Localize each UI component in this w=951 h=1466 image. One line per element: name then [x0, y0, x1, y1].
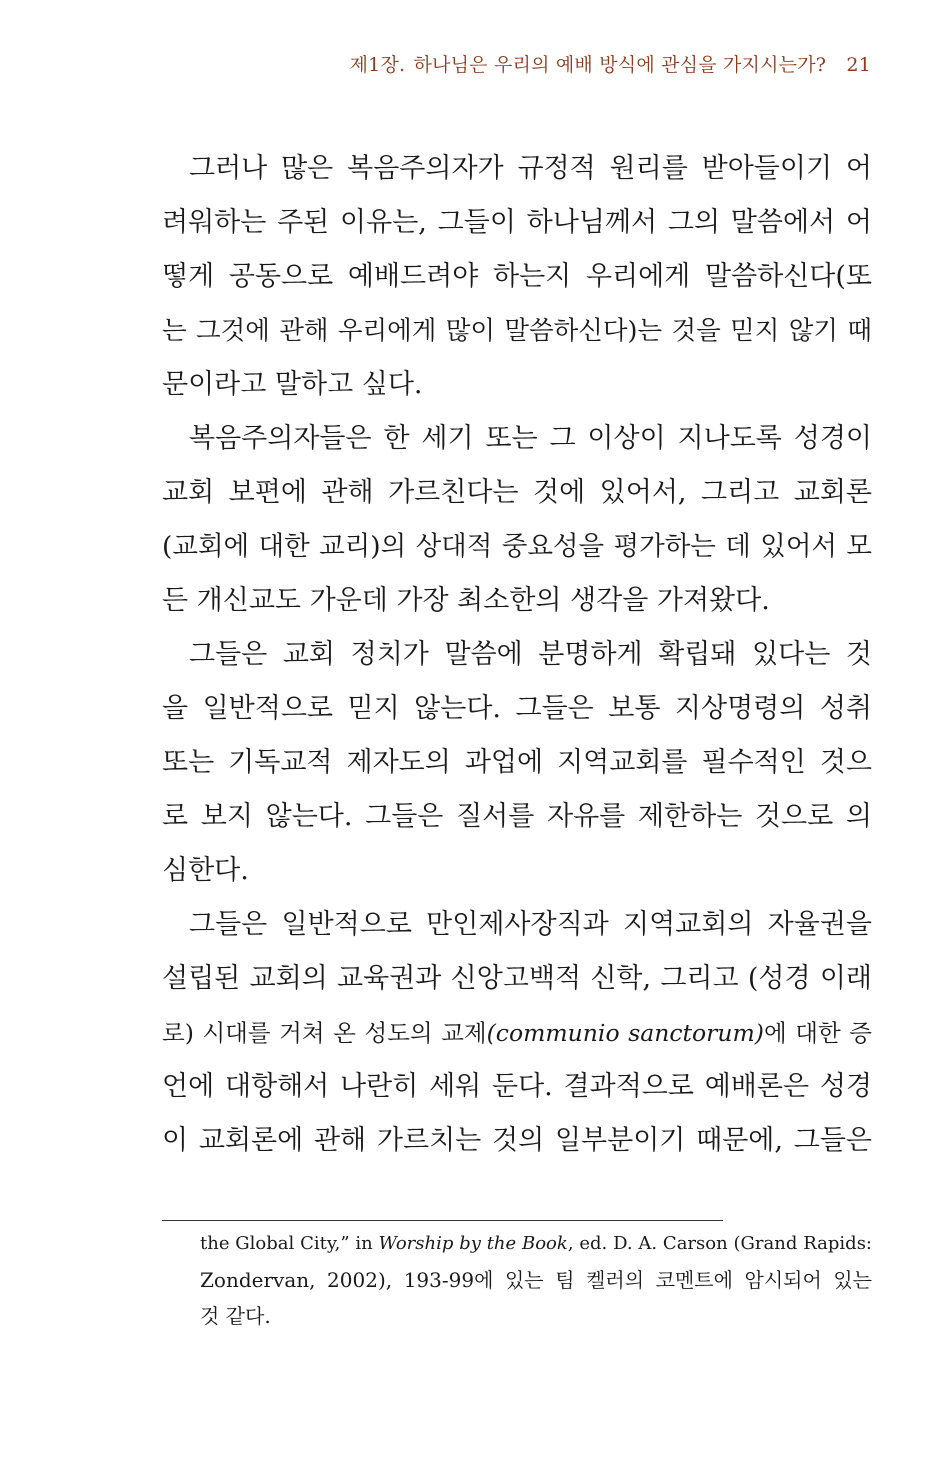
paragraph-2-line-4: 든 개신교도 가운데 가장 최소한의 생각을 가져왔다. [162, 585, 770, 616]
footnote-line-3: 것 같다. [200, 1304, 271, 1328]
footnote-book-title: Worship by the Book [378, 1233, 568, 1254]
footnote-divider [162, 1220, 723, 1221]
footnote-line-1-end: , ed. D. A. Carson (Grand Rapids: [567, 1233, 872, 1254]
chapter-label: 제1장. [349, 54, 406, 76]
paragraph-4-line-3-tail: 에 대한 증 [763, 1019, 872, 1047]
paragraph-3-line-4: 로 보지 않는다. 그들은 질서를 자유를 제한하는 것으로 의 [162, 801, 872, 832]
paragraph-1-line-3: 떻게 공동으로 예배드려야 하는지 우리에게 말씀하신다(또 [162, 261, 872, 292]
footnote-line-1-start: the Global City,” in [200, 1233, 379, 1254]
footnote-line-1 [200, 1226, 872, 1262]
footnote [200, 1226, 872, 1334]
latin-term: (communio sanctorum) [486, 1019, 764, 1047]
body-text [162, 142, 872, 1168]
paragraph-1-line-2: 려워하는 주된 이유는, 그들이 하나님께서 그의 말씀에서 어 [162, 207, 872, 238]
paragraph-3-line-1: 그들은 교회 정치가 말씀에 분명하게 확립돼 있다는 것 [189, 639, 872, 670]
page-number: 21 [846, 54, 871, 76]
paragraph-4-line-5: 이 교회론에 관해 가르치는 것의 일부분이기 때문에, 그들은 [162, 1125, 872, 1156]
paragraph-3-line-5: 심한다. [162, 855, 249, 886]
paragraph-1-line-1: 그러나 많은 복음주의자가 규정적 원리를 받아들이기 어 [189, 153, 872, 184]
paragraph-4-line-3 [162, 1006, 872, 1060]
paragraph-4-line-3-text: 로) 시대를 거쳐 온 성도의 교제 [162, 1019, 487, 1047]
paragraph-1-line-5: 문이라고 말하고 싶다. [162, 369, 423, 400]
paragraph-4-line-4: 언에 대항해서 나란히 세워 둔다. 결과적으로 예배론은 성경 [162, 1071, 872, 1102]
paragraph-2-line-1: 복음주의자들은 한 세기 또는 그 이상이 지나도록 성경이 [189, 423, 872, 454]
chapter-title: 하나님은 우리의 예배 방식에 관심을 가지시는가? [413, 54, 827, 76]
paragraph-2-line-2: 교회 보편에 관해 가르친다는 것에 있어서, 그리고 교회론 [162, 477, 872, 508]
footnote-line-2: Zondervan, 2002), 193-99에 있는 팀 켈러의 코멘트에 암시되어 있는 [200, 1268, 872, 1292]
paragraph-3-line-2: 을 일반적으로 믿지 않는다. 그들은 보통 지상명령의 성취 [162, 693, 872, 724]
paragraph-4-line-2: 설립된 교회의 교육권과 신앙고백적 신학, 그리고 (성경 이래 [162, 963, 872, 994]
paragraph-3-line-3: 또는 기독교적 제자도의 과업에 지역교회를 필수적인 것으 [162, 747, 872, 778]
paragraph-4-line-1: 그들은 일반적으로 만인제사장직과 지역교회의 자율권을 [189, 909, 872, 940]
paragraph-1-line-4: 는 그것에 관해 우리에게 많이 말씀하신다)는 것을 믿지 않기 때 [162, 316, 872, 346]
paragraph-2-line-3: (교회에 대한 교리)의 상대적 중요성을 평가하는 데 있어서 모 [162, 531, 872, 562]
running-header [350, 50, 871, 77]
